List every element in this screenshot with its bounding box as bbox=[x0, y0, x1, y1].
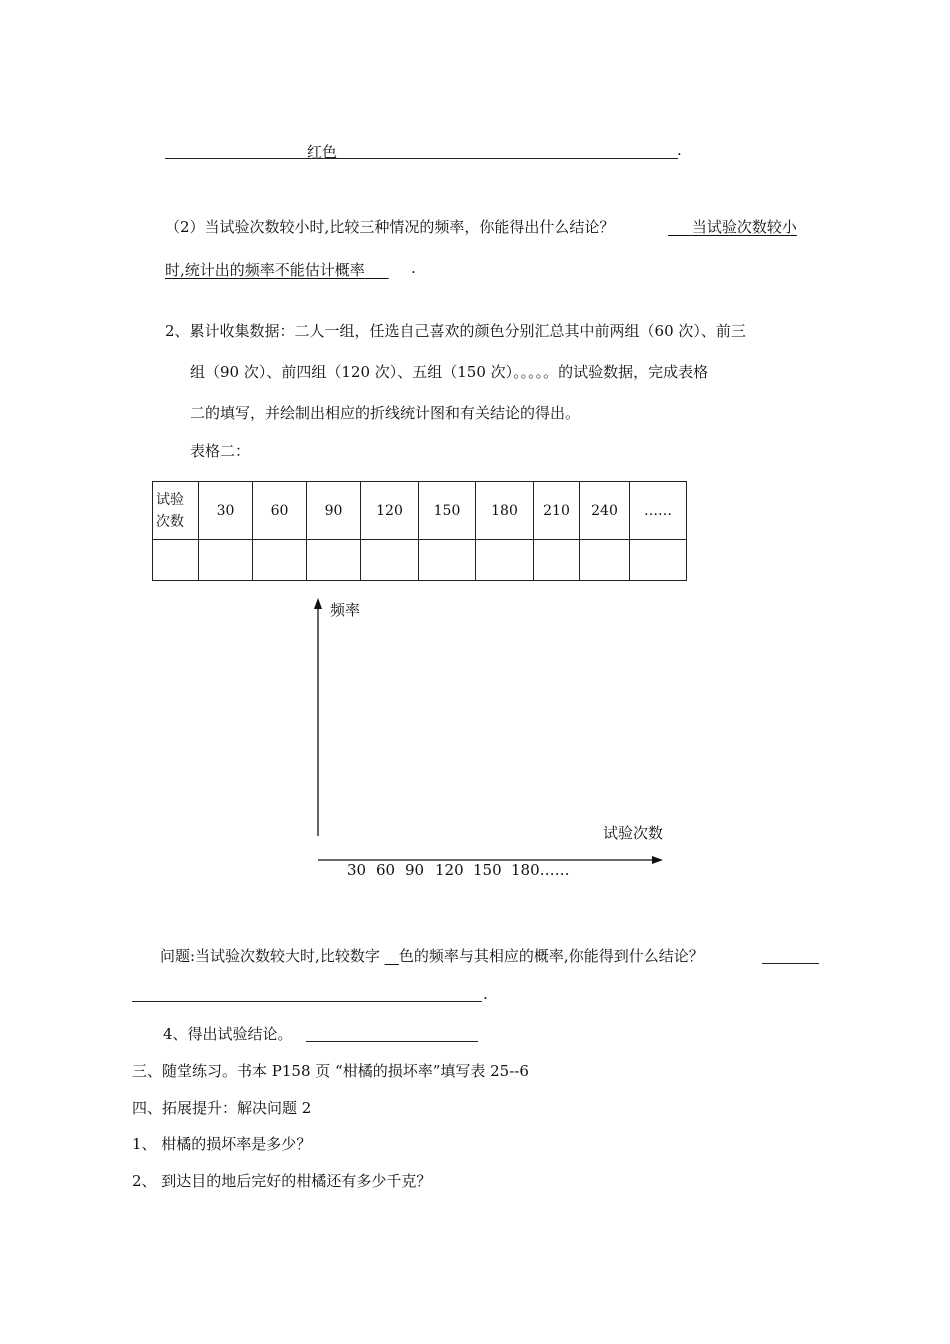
question-period: . bbox=[483, 985, 488, 1003]
table-col-ellipsis: …… bbox=[630, 482, 687, 540]
x-tick-label: 30 bbox=[347, 861, 367, 879]
item2-line2: 组（90 次）、前四组（120 次）、五组（150 次）。。。。。的试验数据，完成表格 bbox=[190, 363, 709, 381]
table-col-180: 180 bbox=[476, 482, 534, 540]
top-fill-text: 红色 bbox=[307, 143, 338, 161]
x-tick-label: 90 bbox=[405, 861, 425, 879]
q2-line1: （2）当试验次数较小时,比较三种情况的频率，你能得出什么结论？ bbox=[165, 218, 615, 236]
top-fill-period: . bbox=[677, 141, 682, 159]
item2-line1: 2、累计收集数据：二人一组，任选自己喜欢的颜色分别汇总其中前两组（60 次）、前三 bbox=[165, 322, 746, 340]
q2-answer-line2-text: 时,统计出的频率不能估计概率 bbox=[165, 261, 365, 279]
q2-answer-line1-text: 当试验次数较小 bbox=[691, 218, 797, 236]
item4-text: 4、得出试验结论。 bbox=[163, 1025, 293, 1043]
table-col-90: 90 bbox=[307, 482, 361, 540]
question-text-b: 色的频率与其相应的概率,你能得到什么结论？ bbox=[398, 947, 704, 965]
x-axis-label: 试验次数 bbox=[603, 824, 664, 842]
x-tick-label: 180…… bbox=[511, 861, 570, 879]
table-col-60: 60 bbox=[253, 482, 307, 540]
question-line bbox=[160, 945, 704, 966]
item4-answer-blank[interactable] bbox=[306, 1041, 478, 1042]
question-item-2: 2、 到达目的地后完好的柑橘还有多少千克？ bbox=[132, 1172, 432, 1190]
y-axis-label: 频率 bbox=[330, 601, 361, 619]
table-col-30: 30 bbox=[199, 482, 253, 540]
question-answer-blank-1[interactable] bbox=[762, 963, 819, 964]
x-axis-arrow bbox=[652, 856, 663, 864]
x-tick-label: 150 bbox=[473, 861, 502, 879]
section3-text: 三、随堂练习。书本 P158 页 “柑橘的损坏率”填写表 25--6 bbox=[132, 1062, 529, 1080]
item2-line3: 二的填写，并绘制出相应的折线统计图和有关结论的得出。 bbox=[190, 404, 581, 422]
question-answer-blank-2[interactable] bbox=[132, 1001, 482, 1002]
question-item-1: 1、 柑橘的损坏率是多少？ bbox=[132, 1135, 312, 1153]
table-col-120: 120 bbox=[361, 482, 419, 540]
question-text-a: 问题:当试验次数较大时,比较数字 bbox=[160, 947, 380, 965]
x-tick-label: 120 bbox=[435, 861, 464, 879]
table-col-210: 210 bbox=[534, 482, 580, 540]
x-tick-label: 60 bbox=[376, 861, 396, 879]
table-header-line1: 试验 bbox=[156, 491, 184, 508]
section4-text: 四、拓展提升：解决问题 2 bbox=[132, 1099, 312, 1117]
table-label: 表格二： bbox=[190, 442, 251, 460]
y-axis-arrow bbox=[314, 598, 322, 609]
q2-period: . bbox=[411, 259, 416, 277]
table-header-line2: 次数 bbox=[156, 513, 184, 530]
table-col-240: 240 bbox=[580, 482, 630, 540]
question-color-blank[interactable] bbox=[385, 947, 399, 965]
table-col-150: 150 bbox=[419, 482, 476, 540]
